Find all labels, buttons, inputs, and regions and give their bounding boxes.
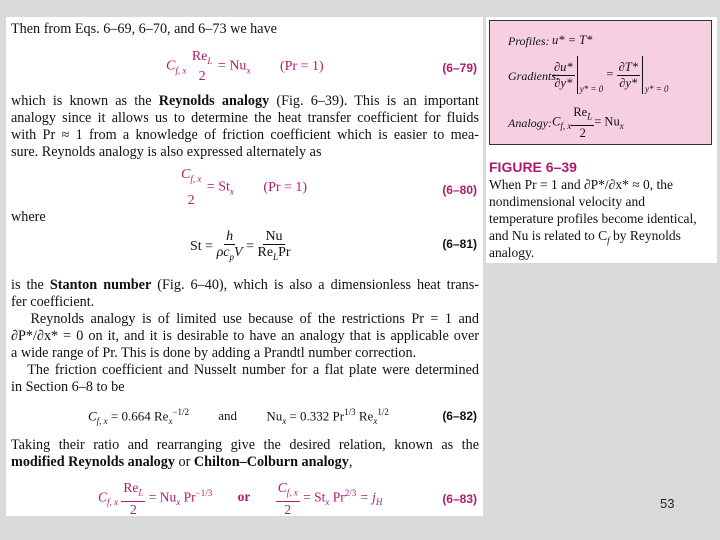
- eq-term: ∂T*: [618, 59, 638, 74]
- eq-term: C: [181, 167, 191, 182]
- paragraph-line: a wide range of Pr. This is done by adding a Prandtl number correction.: [11, 345, 417, 361]
- eq-sup: −1/2: [172, 407, 190, 417]
- text: (Fig. 6–40), which is also a dimensionless heat trans-: [151, 277, 479, 293]
- eq-sub: L: [207, 55, 213, 66]
- eq-sub: f, x: [107, 497, 119, 508]
- eq-term: = j: [356, 489, 376, 505]
- fraction: [121, 480, 145, 517]
- eq-term: =: [246, 239, 254, 255]
- text: which is known as the: [11, 93, 159, 109]
- fraction: [276, 480, 300, 517]
- paragraph-line: [11, 454, 479, 470]
- eq-sub: x: [168, 415, 173, 426]
- eq-sub: f, x: [286, 487, 298, 498]
- eq-term: Nu: [266, 408, 283, 424]
- figure-6-39-box: [489, 20, 712, 145]
- gradients-label: Gradients:: [508, 69, 560, 83]
- paragraph-line: Taking their ratio and rearranging give the desired relation, known as the: [11, 437, 479, 453]
- equation-number: (6–80): [442, 183, 477, 197]
- eq-term: 2: [198, 68, 206, 84]
- text: or: [174, 454, 194, 470]
- equation-6-79: [166, 49, 324, 84]
- eq-sub: x: [229, 186, 234, 197]
- text: (Fig. 6–39). This is an important: [269, 93, 479, 109]
- textbook-text-panel: [6, 17, 483, 516]
- fraction: [552, 60, 575, 91]
- paragraph-line: [11, 277, 479, 293]
- eq-term: C: [98, 489, 108, 505]
- caption-line: temperature profiles become identical,: [489, 211, 697, 226]
- gradients-equation: [552, 56, 669, 94]
- eq-term: Nu: [265, 229, 283, 244]
- eq-term: Re: [191, 49, 208, 64]
- eq-sub: x: [176, 497, 181, 508]
- eq-sub: p: [229, 251, 235, 262]
- eq-term: Pr: [329, 489, 345, 505]
- figure-title: FIGURE 6–39: [489, 159, 577, 175]
- eval-bar: y* = 0: [577, 56, 604, 94]
- text: is the: [11, 277, 50, 293]
- eq-sub: x: [373, 415, 378, 426]
- caption-line: When Pr = 1 and ∂P*/∂x* ≈ 0, the: [489, 177, 673, 192]
- fraction: [190, 49, 215, 84]
- eq-term: C: [88, 408, 97, 424]
- equation-6-80: [179, 167, 307, 208]
- text: ,: [348, 454, 353, 470]
- eq-term: C: [552, 114, 561, 129]
- eq-sub: L: [138, 487, 144, 498]
- page-number: 53: [660, 496, 675, 511]
- eq-term: St =: [190, 239, 214, 255]
- eq-term: C: [277, 480, 287, 495]
- eq-term: V: [234, 245, 243, 260]
- fraction: [217, 229, 243, 265]
- eq-sub: f, x: [175, 65, 187, 76]
- eq-sub: f, x: [560, 121, 572, 132]
- paragraph-line: [11, 93, 479, 109]
- paragraph-line: where: [11, 209, 46, 225]
- profiles-label: Profiles:: [508, 34, 550, 48]
- eq-term: 2: [187, 192, 195, 208]
- eq-term: ρc: [216, 245, 230, 260]
- eq-term: ∂u*: [554, 59, 573, 74]
- eq-condition: (Pr = 1): [279, 58, 324, 74]
- eq-term: = St: [303, 489, 326, 505]
- text: by Reynolds: [613, 228, 681, 243]
- eq-term: Pr: [278, 245, 291, 260]
- eq-term: Pr: [180, 489, 196, 505]
- eq-term: Re: [573, 105, 588, 119]
- eq-sub: f: [607, 235, 610, 246]
- eq-sub: x: [619, 121, 624, 132]
- eq-term: h: [226, 229, 234, 244]
- eq-term: = Nu: [594, 114, 620, 129]
- eq-term: 2: [130, 501, 137, 517]
- paragraph-line: Then from Eqs. 6–69, 6–70, and 6–73 we have: [11, 21, 277, 37]
- text: and Nu is related to C: [489, 228, 608, 243]
- eq-sup: 1/2: [377, 407, 389, 417]
- eq-connector: or: [237, 489, 251, 505]
- paragraph-line: sure. Reynolds analogy is also expressed alternately as: [11, 144, 322, 160]
- eq-sub: f, x: [190, 173, 202, 184]
- bold-term: modified Reynolds analogy: [11, 454, 175, 470]
- eq-term: = 0.332 Pr: [289, 408, 345, 424]
- eq-sub: x: [325, 497, 330, 508]
- paragraph-line: Reynolds analogy is of limited use because of the restrictions Pr = 1 and: [11, 311, 479, 327]
- paragraph-line: in Section 6–8 to be: [11, 379, 125, 395]
- eq-term: = St: [206, 179, 230, 195]
- analogy-equation: [552, 105, 624, 141]
- eq-sup: −1/3: [195, 487, 213, 498]
- eq-condition: (Pr = 1): [263, 179, 308, 195]
- fraction: [617, 60, 640, 91]
- eq-sup: 2/3: [344, 487, 357, 498]
- profiles-value: u* = T*: [552, 33, 593, 47]
- eq-term: = 0.664 Re: [110, 408, 169, 424]
- eq-term: =: [606, 66, 614, 81]
- eq-term: 2: [579, 125, 586, 140]
- paragraph-line: ∂P*/∂x* = 0 on it, and it is desirable to have an analogy that is applicable over: [11, 328, 479, 344]
- bold-term: Chilton–Colburn analogy: [193, 454, 349, 470]
- equation-6-81: [190, 229, 291, 265]
- equation-number: (6–82): [442, 409, 477, 423]
- caption-line: analogy.: [489, 245, 535, 260]
- eq-sub: x: [282, 415, 287, 426]
- eq-term: Re: [257, 245, 274, 260]
- fraction: [179, 167, 203, 208]
- analogy-label: Analogy:: [508, 116, 552, 130]
- fraction: [257, 229, 290, 265]
- eq-sub: f, x: [96, 415, 108, 426]
- bold-term: Reynolds analogy: [158, 93, 270, 109]
- equation-6-83: [98, 480, 382, 517]
- eq-term: C: [166, 58, 176, 74]
- paragraph-line: The friction coefficient and Nusselt number for a flat plate were determined: [11, 362, 479, 378]
- equation-6-82: [88, 407, 389, 426]
- eq-connector: and: [218, 408, 238, 424]
- paragraph-line: analogy since it allows us to determine the heat transfer coefficient for fluids: [11, 110, 479, 126]
- eval-bar: y* = 0: [642, 56, 669, 94]
- eq-term: ∂y*: [619, 75, 638, 90]
- eq-term: 2: [284, 501, 292, 517]
- eq-sub: H: [375, 497, 383, 508]
- eq-term: = Nu: [148, 489, 177, 505]
- equation-number: (6–81): [442, 237, 477, 251]
- eq-sub: L: [587, 111, 593, 122]
- eq-sup: 1/3: [344, 407, 356, 417]
- equation-number: (6–83): [442, 492, 477, 506]
- paragraph-line: fer coefficient.: [11, 294, 95, 310]
- bold-term: Stanton number: [49, 277, 152, 293]
- eq-term: ∂y*: [554, 75, 573, 90]
- figure-panel: [486, 17, 717, 263]
- fraction: [571, 105, 594, 141]
- caption-line: nondimensional velocity and: [489, 194, 645, 209]
- eq-term: Re: [123, 480, 139, 495]
- equation-number: (6–79): [442, 61, 477, 75]
- eq-term: Re: [355, 408, 374, 424]
- eq-term: = Nu: [217, 58, 247, 74]
- eq-sub: L: [273, 251, 279, 262]
- eq-sub: x: [246, 65, 251, 76]
- paragraph-line: with Pr ≈ 1 from a knowledge of friction coefficient which is easier to mea-: [11, 127, 479, 143]
